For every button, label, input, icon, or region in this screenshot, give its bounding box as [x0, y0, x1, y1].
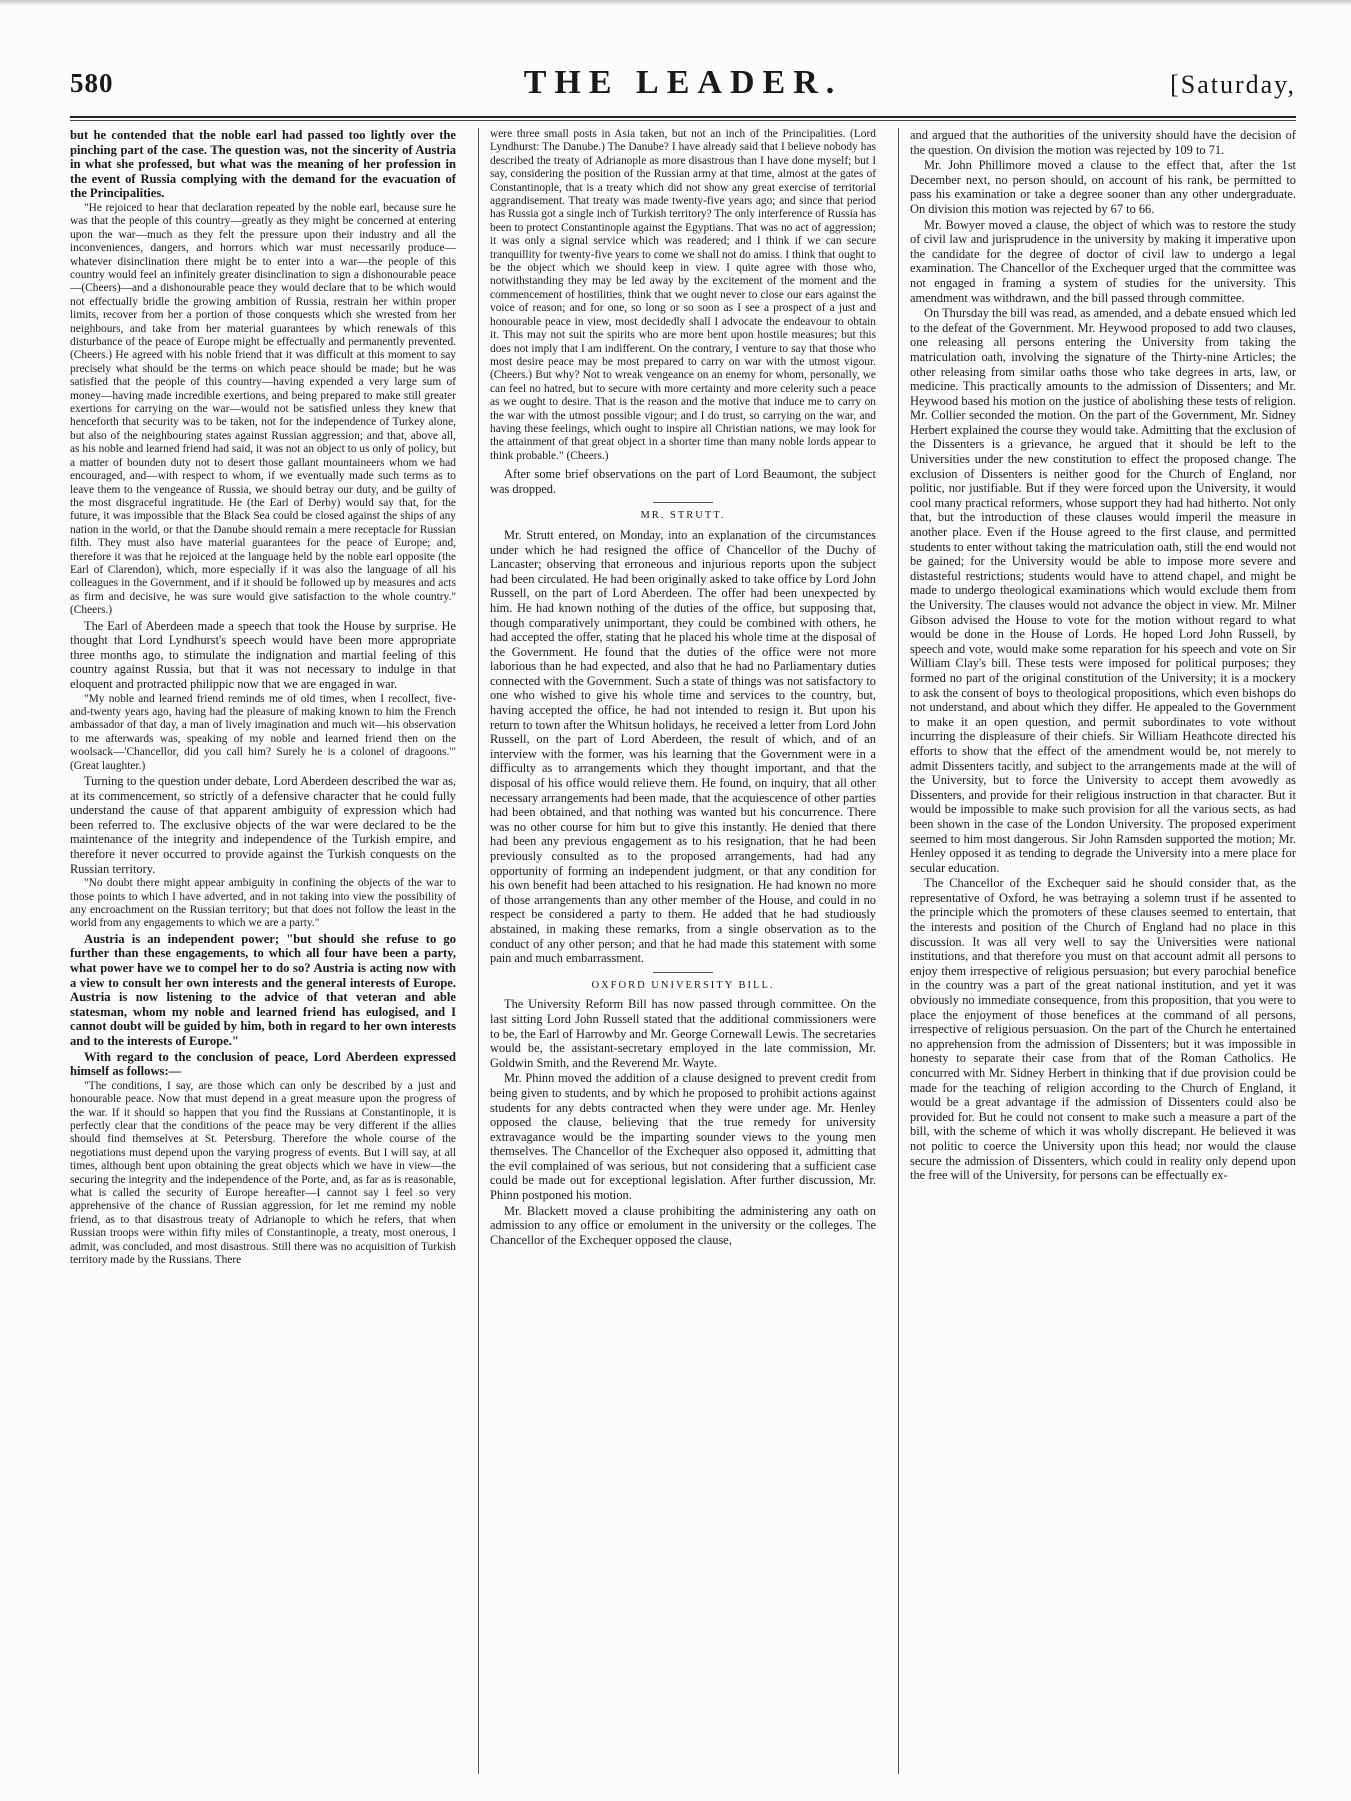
header-rule-thin — [70, 120, 1296, 121]
paragraph: Austria is an independent power; "but should she refuse to go further than these engagements, to which all four have been a party, what power have we to compel her to do so? Austria is acting now with a view to consult her own interests and the general interests of Europe. Austria is now listening to the advice of that veteran and able statesman, whom my noble and learned friend has eulogised, and I cannot doubt will be guided by him, both in regard to her own interests and to the interests of Europe." — [70, 931, 456, 1048]
paragraph: Turning to the question under debate, Lord Aberdeen described the war as, at its commencement, so strictly of a defensive character that he could fully understand the cause of that apparent ambiguity of expression which had been referred to. The exclusive objects of the war were declared to be the maintenance of the integrity and independence of the Turkish empire, and therefore it never occurred to provide against the Turkish conquests on the Russian territory. — [70, 773, 456, 876]
paragraph: Mr. Strutt entered, on Monday, into an explanation of the circumstances under which he had resigned the office of Chancellor of the Duchy of Lancaster; observing that erroneous and injurious reports upon the subject had been circulated. He had been originally asked to take office by Lord John Russell, on the part of Lord Aberdeen. The offer had been unexpected by him. He had known nothing of the duties of the office, but supposing that, though comparatively unimportant, they could be combined with others, he had accepted the offer, stating that he placed his whole time at the disposal of the Government. He found that the duties of the office were not more laborious than he had expected, and also that he had no Parliamentary duties connected with the Government. Such a state of things was not satisfactory to one who wished to give his whole time and services to the country, but, having accepted the office, he had not intended to resign it. But upon his return to town after the Whitsun holidays, he received a letter from Lord John Russell, on the part of Lord Aberdeen, the result of which, and of an interview with the former, was his learning that the Government were in a difficulty as to arrangements which they thought important, and that the disposal of his office would relieve them. He found, on inquiry, that all other necessary arrangements had been made, that the acquiescence of other parties had been obtained, and that nothing was wanted but his concurrence. There was no other course for him but to give this instantly. He denied that there had been any previous engagement as to his resignation, that he had been previously consulted as to the proposed arrangements, had had any opportunity of forming an independent judgment, or that any condition for his own benefit had been attached to his resignation. He had known no more of those arrangements than any other member of the House, and could in no respect be considered a party to them. He added that he had studiously abstained, in making these remarks, from a single observation as to the conduct of any other person; and that he had made this statement with some pain and much embarrassment. — [490, 527, 876, 966]
paragraph: but he contended that the noble earl had passed too lightly over the pinching part of the case. The question was, not the sincerity of Austria in what she professed, but what was the meaning of her profession in the event of Russia complying with the demand for the evacuation of the Principalities. — [70, 128, 456, 201]
section-heading: MR. STRUTT. — [640, 510, 726, 522]
page-number: 580 — [70, 68, 114, 98]
column-2 — [490, 128, 876, 1774]
paragraph: Mr. Bowyer moved a clause, the object of which was to restore the study of civil law and jurisprudence in the university by making it imperative upon the candidate for the degree of doctor of civil law to undergo a legal examination. The Chancellor of the Exchequer urged that the committee was not engaged in framing a system of studies for the university. This amendment was withdrawn, and the bill passed through committee. — [910, 217, 1296, 305]
column-divider — [898, 128, 899, 1774]
issue-day: [Saturday, — [1170, 70, 1296, 99]
quoted-paragraph: "The conditions, I say, are those which can only be described by a just and honourable peace. Now that must depend in a great measure upon the progress of the war. If it should so happen that you find the Russians at Constantinople, it is perfectly clear that the conditions of the peace may be very different if the allies should find themselves at St. Petersburg. Therefore the whole course of the negotiations must depend upon the varying progress of events. But I will say, at all times, although bent upon obtaining the great objects which we have in view—the securing the integrity and the independence of the Porte, and, as far as is reasonable, what is called the security of Europe hereafter—I cannot say I feel so very apprehensive of the chance of Russian aggression, for let me remind my noble friend, as to that disastrous treaty of Adrianople to which he refers, that when Russian troops were within fifty miles of Constantinople, a treaty, most onerous, I admit, was concluded, and most disastrous. Still there was no acquisition of Turkish territory made by the Russians. There — [70, 1079, 456, 1266]
header-rule — [70, 116, 1296, 118]
paragraph: After some brief observations on the part of Lord Beaumont, the subject was dropped. — [490, 467, 876, 496]
paragraph: Mr. Phinn moved the addition of a clause designed to prevent credit from being given to students, and by which he proposed to prohibit actions against students for any debts contracted when they were under age. Mr. Henley opposed the clause, believing that the true remedy for university extravagance would be the imparting sounder views to the young men themselves. The Chancellor of the Exchequer also opposed it, admitting that the evil complained of was serious, but not considering that a sufficient case could be made out for exceptional legislation. After further discussion, Mr. Phinn postponed his motion. — [490, 1071, 876, 1203]
section-rule — [653, 502, 713, 503]
quoted-paragraph: "My noble and learned friend reminds me of old times, when I recollect, five-and-twenty years ago, having had the pleasure of making known to him the French ambassador of that day, a man of lively imagination and much wit—his observation to me afterwards was, speaking of my noble and learned friend then on the woolsack—'Chancellor, did you call him? Surely he is a colonel of dragoons.'" (Great laughter.) — [70, 692, 456, 772]
paragraph: and argued that the authorities of the university should have the decision of the question. On division the motion was rejected by 109 to 71. — [910, 128, 1296, 157]
newspaper-title: THE LEADER. — [523, 64, 843, 101]
column-1 — [70, 128, 456, 1774]
paragraph: Mr. Blackett moved a clause prohibiting the administering any oath on admission to any office or emolument in the university or the colleges. The Chancellor of the Exchequer opposed the clause, — [490, 1203, 876, 1247]
paragraph: The Chancellor of the Exchequer said he should consider that, as the representative of Oxford, he was betraying a solemn trust if he assented to the principle which the promoters of these clauses seemed to entertain, that the interests and position of the Church of England had no place in this discussion. It was all very well to say the Universities were national institutions, and that therefore you must on that account admit all persons to enjoy them irrespective of religious persuasion; but every parochial benefice in the country was a part of the great national institution, and yet it was obviously no immediate consequence, from this proposition, that you were to place the enjoyment of those benefices at the command of all persons, irrespective of religious persuasion. On the part of the Church he entertained no apprehension from the admission of Dissenters; but it was impossible in honesty to separate their case from that of the Roman Catholics. He concurred with Mr. Sidney Herbert in thinking that if due provision could be made for the teaching of religion according to the Church of England, it would be a great advantage if the admission of Dissenters could also be provided for. But he could not consent to make such a measure a part of the bill, with the scheme of which it was wholly discrepant. He believed it was not politic to coerce the University upon this head; nor would the clause secure the admission of Dissenters, which could in reality only depend upon the free will of the University, for persons can be effectually ex- — [910, 876, 1296, 1183]
section-heading: OXFORD UNIVERSITY BILL. — [591, 979, 775, 991]
paragraph: Mr. John Phillimore moved a clause to the effect that, after the 1st December next, no person should, on account of his rank, be permitted to pass his examination or take a degree sooner than any other undergraduate. On division this motion was rejected by 67 to 66. — [910, 158, 1296, 216]
paragraph: On Thursday the bill was read, as amended, and a debate ensued which led to the defeat of the Government. Mr. Heywood proposed to add two clauses, one releasing all persons entering the University from taking the matriculation oath, involving the signature of the Thirty-nine Articles; the other releasing from similar oaths those who take degrees in arts, law, or medicine. This practically amounts to the admission of Dissenters; and Mr. Heywood based his motion on the justice of abolishing these tests of religion. Mr. Collier seconded the motion. On the part of the Government, Mr. Sidney Herbert explained the course they would take. Admitting that the exclusion of the Dissenters is a grievance, he argued that it should be left to the Universities under the new constitution to effect the proposed change. The exclusion of Dissenters is neither good for the Church of England, nor politic, nor justifiable. But if they were forced upon the University, it would cool many practical reformers, whose support they had had hitherto. Not only that, but the introduction of these clauses would imperil the measure in another place. Even if the House agreed to the first clause, and permitted students to enter without taking the matriculation oath, still the end would not be gained; for the University would be able to impose more severe and distasteful restrictions; students would have to attend chapel, and might be made to undergo theological examinations which would exclude them from the University. The clauses would not advance the object in view. Mr. Milner Gibson advised the House to vote for the motion without regard to what would be done in the House of Lords. He hoped Lord John Russell, by speech and vote, would make some reparation for his speech and vote on Sir William Clay's bill. These tests were imposed for political purposes; they formed no part of the original constitution of the University; it is a mockery to ask the consent of boys to theological propositions, which even bishops do not understand, and about which they differ. He appealed to the Government to make it an open question, and permit subordinates to vote without incurring the displeasure of their chiefs. Sir William Heathcote directed his efforts to show that the effect of the amendment would be, not merely to admit Dissenters tacitly, and subject to the arrangements made at the will of the University, but to force the University to accept them avowedly as Dissenters, and provide for their religious instruction in that character. But it would be impossible to make such provision for all the various sects, as had been shown in the case of the London University. The proposed experiment seemed to him most dangerous. Sir John Ramsden supported the motion; Mr. Henley opposed it as tending to degrade the University into a mere place for secular education. — [910, 306, 1296, 875]
quoted-paragraph: were three small posts in Asia taken, but not an inch of the Principalities. (Lord Lyndhurst: The Danube.) The Danube? I have already said that I believe nobody has described the treaty of Adrianople as more disastrous than I have done myself; but I say, considering the position of the Russian army at that time, almost at the gates of Constantinople, that is a treaty which did not show any great exercise of territorial aggrandisement. That treaty was made twenty-five years ago; and since that period has Russia got a single inch of Turkish territory? The only interference of Russia has been to protect Constantinople against the Egyptians. That was no act of aggression; it was only a signal service which was readered; and I think if we can secure tranquillity for twenty-five years to come we shall not do amiss. I think that ought to be the object which we should keep in view. I quite agree with those who, notwithstanding they may be led away by the excitement of the moment and the commencement of hostilities, think that we ought never to close our ears against the voice of reason; and for one, so long or so soon as I see a prospect of a just and honourable peace in view, most decidedly shall I advocate the endeavour to obtain it. This may not suit the spirits who are more bent upon hostile measures; but this does not imply that I am indifferent. On the contrary, I venture to say that those who most desire peace may be most prepared to carry on war with the utmost vigour. (Cheers.) But why? Not to wreak vengeance on an enemy for whom, personally, we can feel no hatred, but to secure with more certainty and more celerity such a peace as we ought to desire. That is the reason and the motive that induce me to carry on the war with the utmost possible vigour; and I do trust, so carrying on the war, and having these feelings, which ought to inspire all Christian nations, we may look for the attainment of that great object in a shorter time than many noble lords appear to think probable." (Cheers.) — [490, 128, 876, 462]
column-divider — [478, 128, 479, 1774]
column-3 — [910, 128, 1296, 1774]
paragraph: The University Reform Bill has now passed through committee. On the last sitting Lord John Russell stated that the additional commissioners were to be, the Earl of Harrowby and Mr. George Cornewall Lewis. The secretaries would be, the assistant-secretary employed in the late commission, Mr. Goldwin Smith, and the Reverend Mr. Wayte. — [490, 997, 876, 1070]
scan-edge — [0, 0, 1351, 6]
quoted-paragraph: "No doubt there might appear ambiguity in confining the objects of the war to those points to which I have adverted, and in not taking into view the possibility of any encroachment on the Russian territory; but that does not follow the least in the world from any engagements to which we are a party." — [70, 877, 456, 930]
paragraph: With regard to the conclusion of peace, Lord Aberdeen expressed himself as follows:— — [70, 1049, 456, 1079]
quoted-paragraph: "He rejoiced to hear that declaration repeated by the noble earl, because sure he was that the people of this country—greatly as they might be concerned at entering upon the war—much as they felt the pressure upon their industry and all the inconveniences, dangers, and horrors which war must necessarily produce—whatever disinclination there might be to enter into a war—the people of this country would feel an infinitely greater disinclination to sign a dishonourable peace—(Cheers)—and a dishonourable peace they would declare that to be which would not effectually bridle the growing ambition of Russia, restrain her within proper limits, recover from her a portion of those conquests which she wrested from her neighbours, and take from her material guarantees by which renewals of this disturbance of the peace of Europe might be effectually and permanently prevented. (Cheers.) He agreed with his noble friend that it was difficult at this moment to say precisely what should be the terms on which peace should be made; but he was satisfied that the people of this country—having expended a very large sum of money—having made incredible exertions, and being prepared to make still greater exertions for carrying on the war—would not be satisfied unless they knew that henceforth that security was to be taken, not for the independence of Turkey alone, but also of the neighbouring states against Russian aggression; and that, above all, as his noble and learned friend had said, it was not an object to us only of policy, but a matter of bounden duty not to desert those gallant mountaineers whom we had encouraged, and—with respect to whom, if we eventually made such terms as to leave them to the vengeance of Russia, we should betray our duty, and be guilty of the most disgraceful ingratitude. He (the Earl of Derby) would say that, for the future, it was impossible that the Black Sea could be closed against the ships of any nation in the world, or that the Danube should remain a mere receptacle for Russian filth. They must also have material guarantees for the peace of Europe; and, therefore it was that he rejoiced at the language held by the noble earl opposite (the Earl of Clarendon), which, more especially if it was also the language of all his colleagues in the Government, and if it should be followed up by measures and acts as firm and decisive, he was sure would give satisfaction to the whole country." (Cheers.) — [70, 201, 456, 617]
section-rule — [653, 972, 713, 973]
masthead — [70, 64, 1296, 106]
paragraph: The Earl of Aberdeen made a speech that took the House by surprise. He thought that Lord Lyndhurst's speech would have been more appropriate three months ago, to stimulate the indignation and martial feeling of this country against Russia, but that it was not necessary to indulge in that eloquent and protracted philippic now that we are engaged in war. — [70, 618, 456, 691]
